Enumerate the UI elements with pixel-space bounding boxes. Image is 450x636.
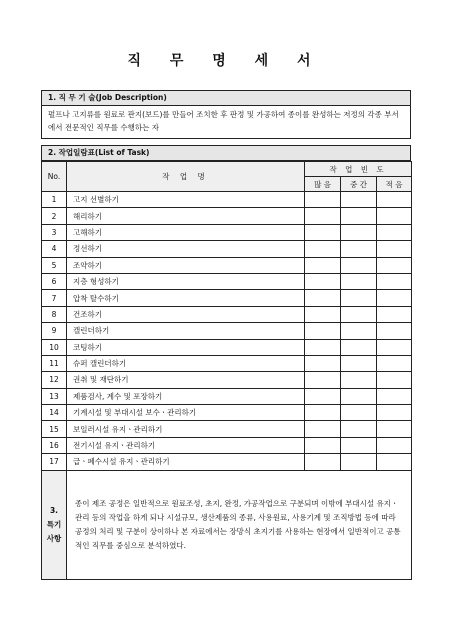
- task-name: 지층 형성하기: [67, 273, 305, 289]
- column-header-freq-mid: 중 간: [341, 177, 377, 192]
- freq-high-cell: [305, 355, 341, 371]
- task-number: 10: [42, 339, 67, 355]
- freq-mid-cell: [341, 454, 377, 470]
- task-number: 5: [42, 257, 67, 273]
- column-header-frequency: 작 업 빈 도: [305, 162, 412, 177]
- page-title: 직 무 명 세 서: [127, 53, 323, 69]
- task-number: 17: [42, 454, 67, 470]
- task-name: 제품검사, 계수 및 포장하기: [67, 388, 305, 404]
- table-row: [42, 323, 412, 339]
- table-row: [42, 437, 412, 453]
- freq-mid-cell: [341, 273, 377, 289]
- column-header-task: 작 업 명: [67, 162, 305, 192]
- freq-low-cell: [377, 208, 412, 224]
- freq-low-cell: [377, 339, 412, 355]
- table-row: [42, 421, 412, 437]
- freq-low-cell: [377, 192, 412, 208]
- table-row: [42, 290, 412, 306]
- freq-mid-cell: [341, 208, 377, 224]
- freq-high-cell: [305, 290, 341, 306]
- table-row: [42, 257, 412, 273]
- table-row: [42, 306, 412, 322]
- freq-mid-cell: [341, 339, 377, 355]
- table-row: [42, 372, 412, 388]
- special-notes-text: 종이 제조 공정은 일반적으로 원료조성, 초지, 완정, 가공작업으로 구분되며 이밖에 부대시설 유지ㆍ관리 등의 작업을 하게 되나 시설규모, 생산제품의 종류, 사용원료, 사용기계 및 조직방법 등에 따라 공정의 처리 및 구분이 상이하나 본 자료에서는 장망식 초지기를 사용하는 현장에서 일반적이고 공통적인 직무를 중심으로 분석하였다.: [67, 470, 412, 579]
- column-header-no: No.: [42, 162, 67, 192]
- task-name: 압착 탈수하기: [67, 290, 305, 306]
- table-row: [42, 454, 412, 470]
- table-row: [42, 224, 412, 240]
- special-notes-label-line2: 사항: [46, 533, 62, 543]
- freq-low-cell: [377, 388, 412, 404]
- task-name: 보일러시설 유지ㆍ관리하기: [67, 421, 305, 437]
- task-number: 3: [42, 224, 67, 240]
- freq-mid-cell: [341, 306, 377, 322]
- task-number: 14: [42, 405, 67, 421]
- freq-high-cell: [305, 437, 341, 453]
- freq-low-cell: [377, 241, 412, 257]
- freq-mid-cell: [341, 437, 377, 453]
- task-number: 8: [42, 306, 67, 322]
- task-name: 급ㆍ폐수시설 유지ㆍ관리하기: [67, 454, 305, 470]
- task-name: 코팅하기: [67, 339, 305, 355]
- freq-mid-cell: [341, 290, 377, 306]
- table-row: [42, 355, 412, 371]
- table-row: [42, 273, 412, 289]
- freq-high-cell: [305, 224, 341, 240]
- task-list-header: 2. 작업일람표(List of Task): [41, 145, 411, 161]
- task-number: 7: [42, 290, 67, 306]
- task-table: [41, 161, 412, 580]
- task-name: 권취 및 재단하기: [67, 372, 305, 388]
- freq-mid-cell: [341, 224, 377, 240]
- task-name: 해리하기: [67, 208, 305, 224]
- freq-mid-cell: [341, 323, 377, 339]
- special-notes-label-line1: 특기: [46, 519, 62, 529]
- freq-low-cell: [377, 405, 412, 421]
- freq-high-cell: [305, 257, 341, 273]
- table-row: [42, 208, 412, 224]
- task-number: 11: [42, 355, 67, 371]
- task-number: 9: [42, 323, 67, 339]
- task-name: 조약하기: [67, 257, 305, 273]
- freq-mid-cell: [341, 405, 377, 421]
- freq-high-cell: [305, 454, 341, 470]
- freq-mid-cell: [341, 388, 377, 404]
- freq-low-cell: [377, 454, 412, 470]
- task-number: 12: [42, 372, 67, 388]
- freq-mid-cell: [341, 192, 377, 208]
- task-name: 기계시설 및 부대시설 보수ㆍ관리하기: [67, 405, 305, 421]
- freq-low-cell: [377, 421, 412, 437]
- special-notes-label: [42, 470, 67, 579]
- freq-mid-cell: [341, 241, 377, 257]
- task-name: 정선하기: [67, 241, 305, 257]
- task-name: 고해하기: [67, 224, 305, 240]
- freq-low-cell: [377, 273, 412, 289]
- table-row: [42, 192, 412, 208]
- freq-low-cell: [377, 290, 412, 306]
- freq-low-cell: [377, 306, 412, 322]
- freq-high-cell: [305, 372, 341, 388]
- task-name: 고지 선별하기: [67, 192, 305, 208]
- freq-mid-cell: [341, 421, 377, 437]
- job-description-header: 1. 직 무 기 술(Job Description): [41, 90, 411, 106]
- freq-low-cell: [377, 323, 412, 339]
- freq-low-cell: [377, 257, 412, 273]
- freq-mid-cell: [341, 257, 377, 273]
- task-number: 6: [42, 273, 67, 289]
- table-row: [42, 241, 412, 257]
- table-row: [42, 388, 412, 404]
- freq-high-cell: [305, 421, 341, 437]
- task-name: 캘린더하기: [67, 323, 305, 339]
- task-number: 15: [42, 421, 67, 437]
- task-list-section: [41, 145, 411, 580]
- freq-high-cell: [305, 273, 341, 289]
- special-notes-number: 3.: [49, 505, 59, 515]
- task-name: 전기시설 유지ㆍ관리하기: [67, 437, 305, 453]
- task-number: 13: [42, 388, 67, 404]
- freq-high-cell: [305, 388, 341, 404]
- job-description-text: 펄프나 고지류를 원료로 판지(보드)를 만들어 조치한 후 판정 및 가공하여 종이를 완성하는 저정의 각종 부서에서 전문적인 직무를 수행하는 자: [41, 106, 411, 139]
- task-name: 슈퍼 캘린더하기: [67, 355, 305, 371]
- task-number: 4: [42, 241, 67, 257]
- table-row: [42, 405, 412, 421]
- freq-low-cell: [377, 355, 412, 371]
- freq-high-cell: [305, 339, 341, 355]
- freq-high-cell: [305, 241, 341, 257]
- task-name: 건조하기: [67, 306, 305, 322]
- freq-low-cell: [377, 224, 412, 240]
- task-number: 1: [42, 192, 67, 208]
- job-description-section: [41, 90, 411, 139]
- freq-mid-cell: [341, 355, 377, 371]
- freq-high-cell: [305, 405, 341, 421]
- task-number: 16: [42, 437, 67, 453]
- freq-low-cell: [377, 437, 412, 453]
- freq-high-cell: [305, 192, 341, 208]
- column-header-freq-low: 적 음: [377, 177, 412, 192]
- table-row: [42, 339, 412, 355]
- freq-high-cell: [305, 323, 341, 339]
- freq-mid-cell: [341, 372, 377, 388]
- freq-high-cell: [305, 208, 341, 224]
- task-number: 2: [42, 208, 67, 224]
- column-header-freq-high: 많 음: [305, 177, 341, 192]
- freq-low-cell: [377, 372, 412, 388]
- freq-high-cell: [305, 306, 341, 322]
